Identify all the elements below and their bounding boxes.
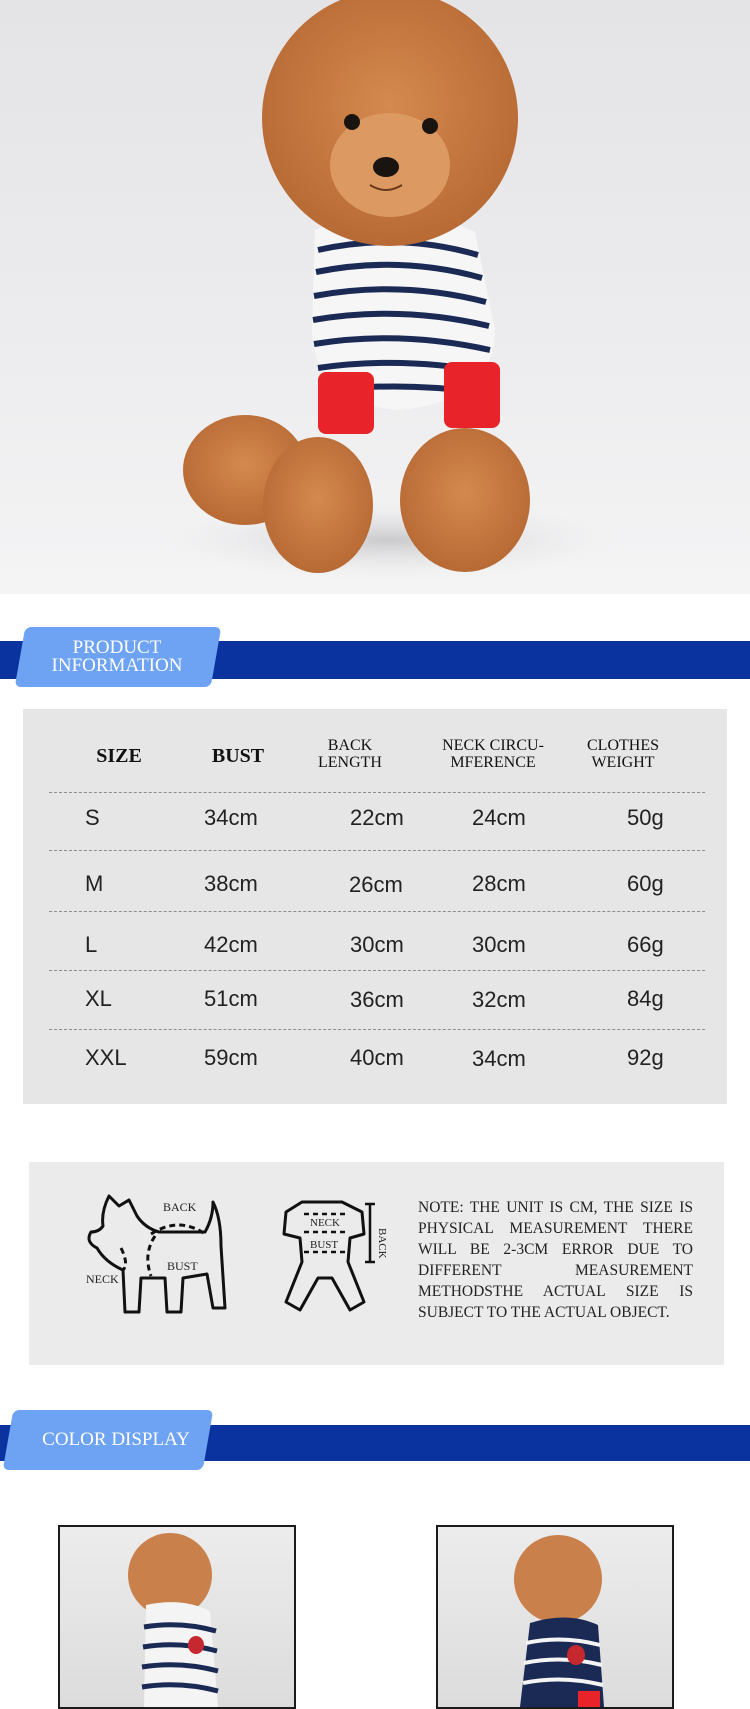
row-s-bust: 34cm <box>204 805 258 830</box>
row-xxl-bust: 59cm <box>204 1045 258 1070</box>
hero-product-image <box>0 0 750 594</box>
header-bust <box>183 745 293 768</box>
shirt-neck-label: NECK <box>310 1217 340 1229</box>
table-divider <box>49 792 705 793</box>
size-note-text: NOTE: THE UNIT IS CM, THE SIZE IS PHYSICAL MEASUREMENT THERE WILL BE 2-3CM ERROR DUE TO DIFFERENT MEASUREMENT METHODSTHE ACTUAL SIZE IS SUBJECT TO THE ACTUAL OBJECT. <box>418 1199 693 1321</box>
row-m-back: 26cm <box>349 872 403 897</box>
poodle-hero-image <box>0 0 750 594</box>
row-s-back: 22cm <box>350 805 404 830</box>
table-divider <box>49 970 705 971</box>
row-xl-size: XL <box>85 986 112 1011</box>
header-clothes-weight <box>568 737 678 771</box>
color-thumbnail-white-stripe[interactable] <box>58 1525 296 1709</box>
row-l-weight: 66g <box>627 932 664 957</box>
row-xxl-size: XXL <box>85 1045 127 1070</box>
table-divider <box>49 1029 705 1030</box>
row-l-back: 30cm <box>350 932 404 957</box>
row-xl-neck: 32cm <box>472 987 526 1012</box>
poodle-thumb-navy-stripe <box>438 1527 672 1707</box>
row-xxl-weight: 92g <box>627 1045 664 1070</box>
header-back-length-line2: LENGTH <box>318 754 382 771</box>
row-m-weight: 60g <box>627 871 664 896</box>
header-weight-line2: WEIGHT <box>591 754 655 771</box>
row-s-neck: 24cm <box>472 805 526 830</box>
row-m-size: M <box>85 871 104 896</box>
header-bust-line1: BUST <box>211 745 265 767</box>
shirt-back-label: BACK <box>376 1228 388 1259</box>
row-l-size: L <box>85 932 98 957</box>
header-neck-line1: NECK CIRCU- <box>442 737 544 754</box>
dog-measure-icon <box>79 1188 239 1328</box>
size-table <box>23 709 727 1104</box>
header-size <box>69 745 169 768</box>
shirt-bust-label: BUST <box>310 1239 339 1251</box>
row-m-bust: 38cm <box>204 871 258 896</box>
color-thumbnail-navy-stripe[interactable] <box>436 1525 674 1709</box>
row-s-weight: 50g <box>627 805 664 830</box>
row-l-bust: 42cm <box>204 932 258 957</box>
row-xxl-neck: 34cm <box>472 1046 526 1071</box>
row-xl-weight: 84g <box>627 986 664 1011</box>
shirt-measure-icon <box>262 1192 412 1318</box>
poodle-thumb-white-stripe <box>60 1527 294 1707</box>
row-xl-back: 36cm <box>350 987 404 1012</box>
header-neck-line2: MFERENCE <box>450 754 536 771</box>
header-size-line1: SIZE <box>96 745 142 767</box>
header-neck-circumference <box>428 737 558 771</box>
header-back-length <box>295 737 405 771</box>
row-xxl-back: 40cm <box>350 1045 404 1070</box>
banner-title-line1: PRODUCT <box>72 637 162 658</box>
dog-bust-label: BUST <box>167 1259 198 1273</box>
header-back-length-line1: BACK <box>327 737 373 754</box>
row-s-size: S <box>85 805 100 830</box>
dog-back-label: BACK <box>163 1200 197 1214</box>
banner-title <box>42 627 192 687</box>
dog-neck-label: NECK <box>86 1272 119 1286</box>
row-xl-bust: 51cm <box>204 986 258 1011</box>
color-display-banner <box>0 1410 750 1486</box>
table-divider <box>49 850 705 851</box>
table-divider <box>49 911 705 912</box>
banner-title-line2: INFORMATION <box>51 655 183 676</box>
row-l-neck: 30cm <box>472 932 526 957</box>
product-information-banner <box>0 627 750 703</box>
color-display-title: COLOR DISPLAY <box>42 1429 190 1450</box>
row-m-neck: 28cm <box>472 871 526 896</box>
header-weight-line1: CLOTHES <box>587 737 659 754</box>
measurement-note-box <box>29 1162 724 1365</box>
